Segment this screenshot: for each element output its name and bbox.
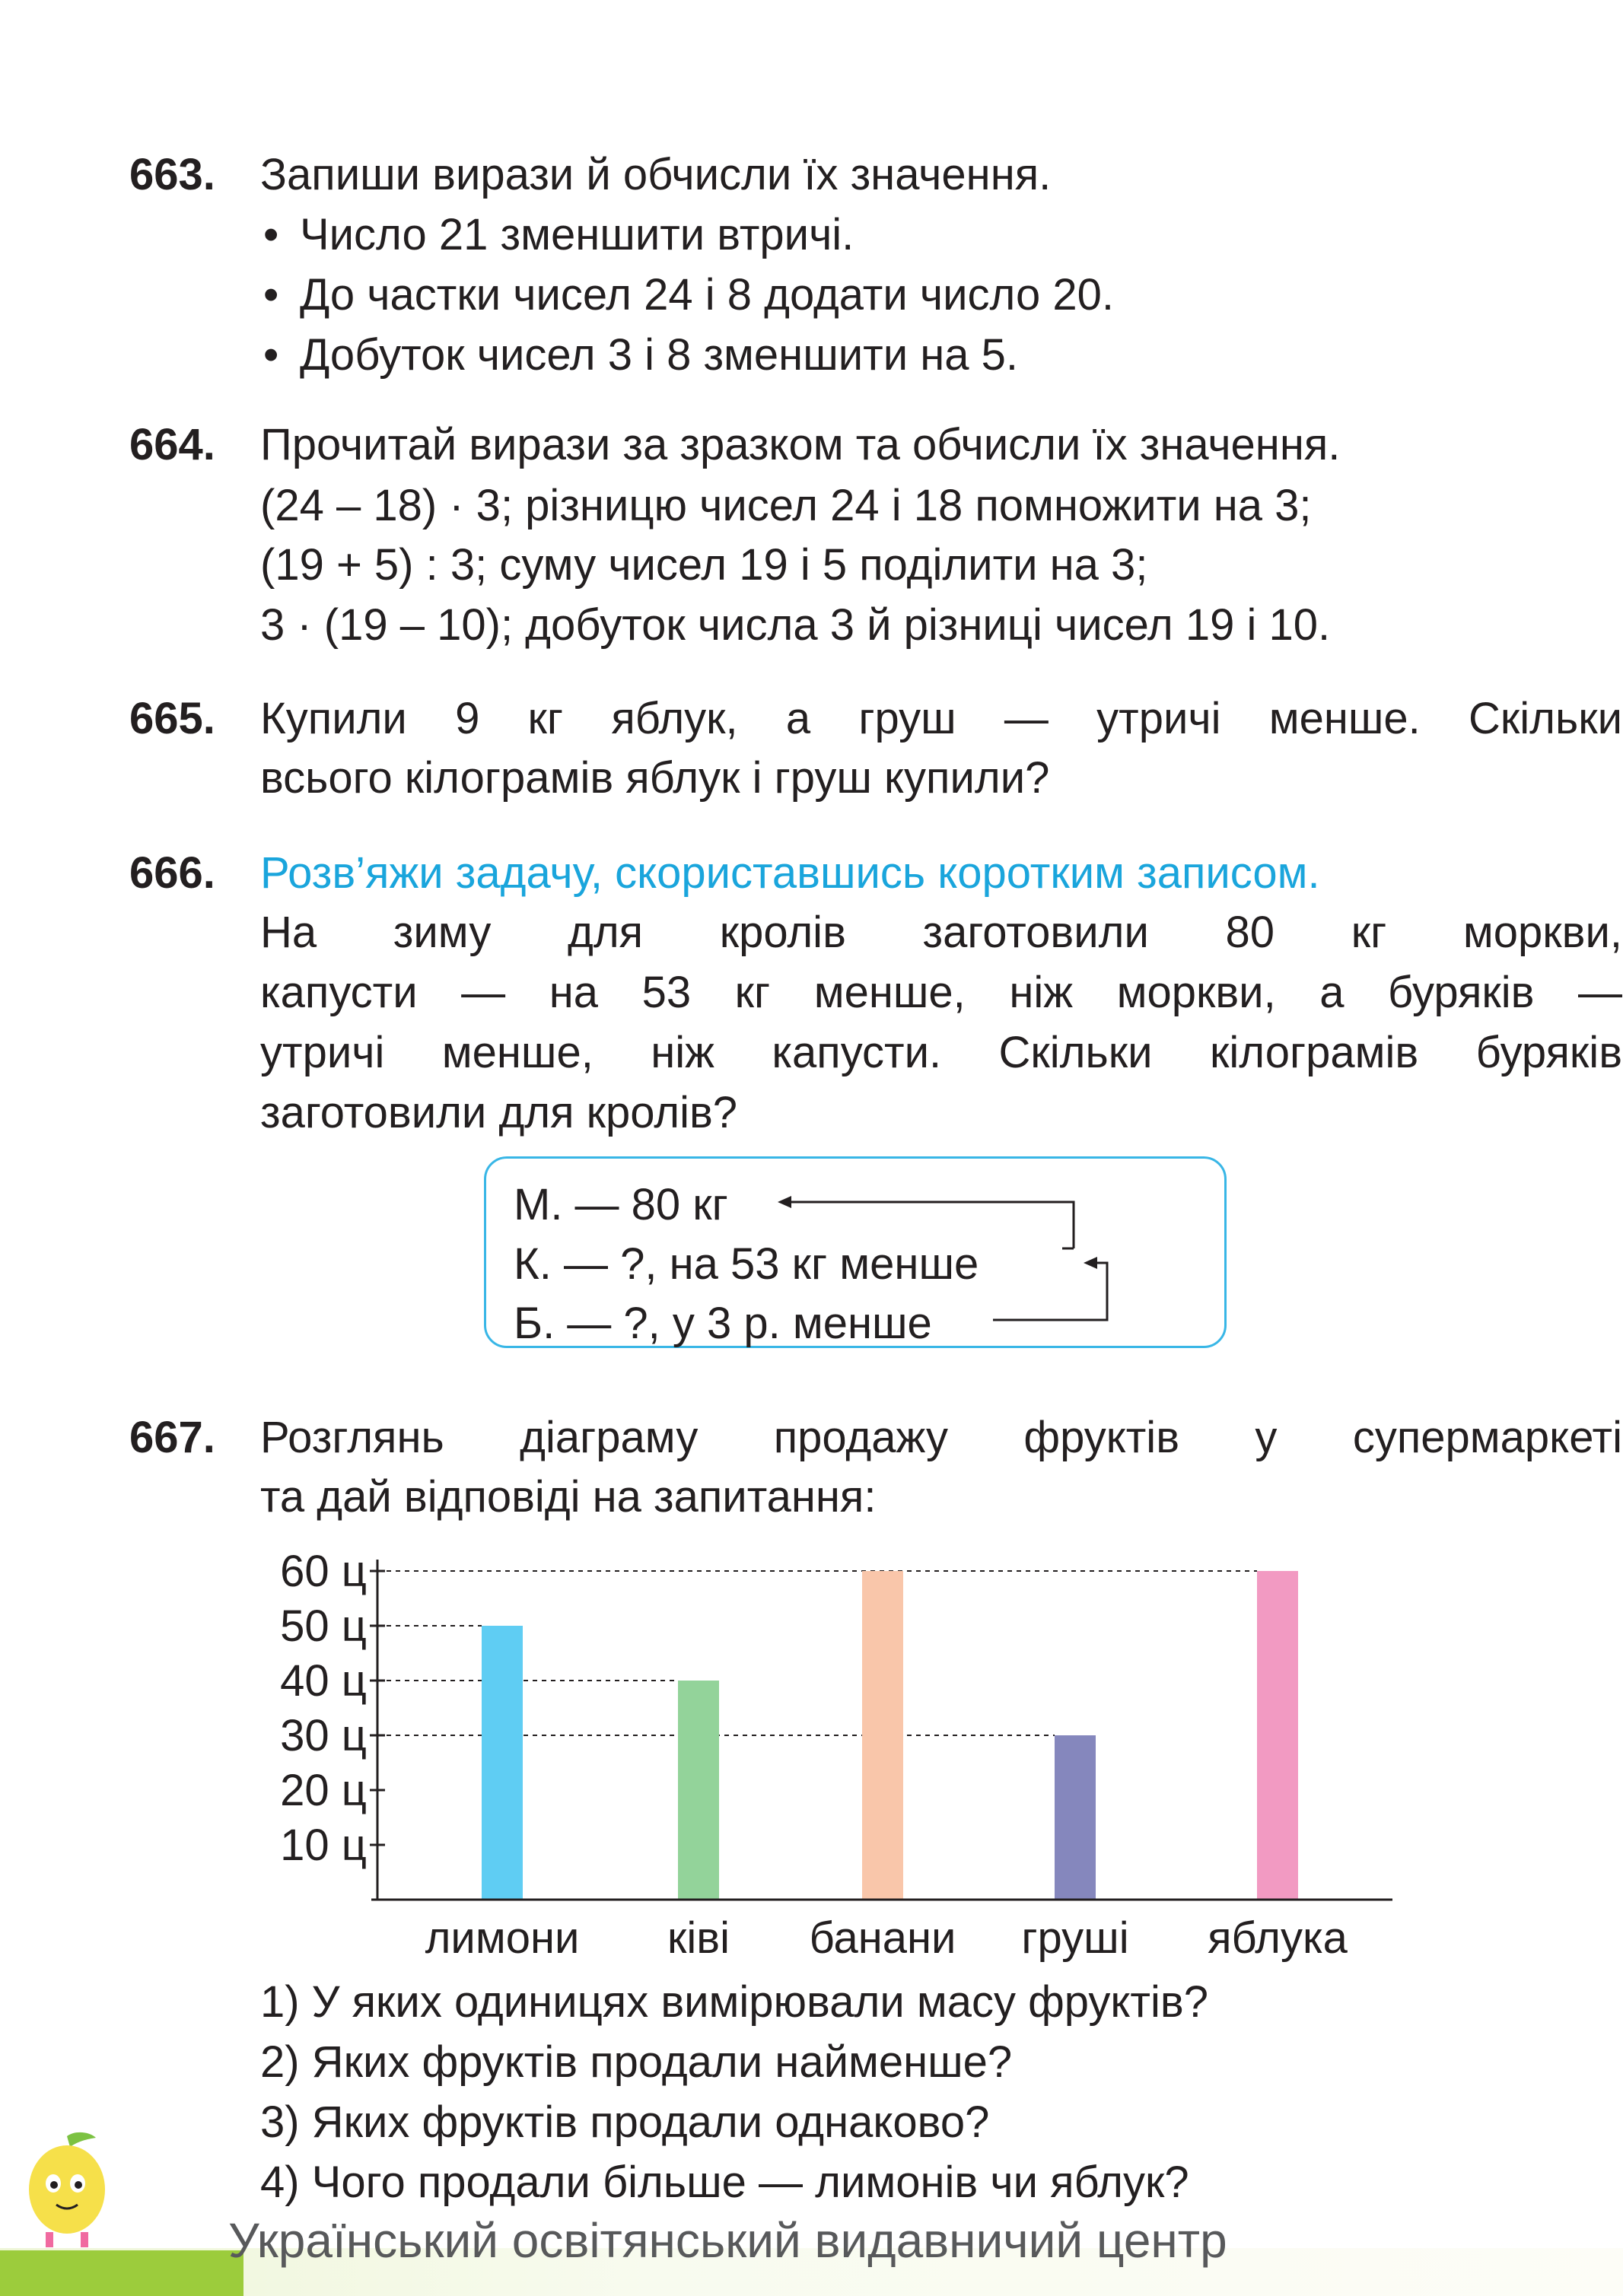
task-text: (24 – 18) · 3; різницю чисел 24 і 18 помножити на 3;	[260, 481, 1312, 530]
record-line-cabbage: К. — ?, на 53 кг менше	[514, 1239, 979, 1289]
bar-банани	[862, 1571, 903, 1900]
task-instruction: Розв’яжи задачу, скориставшись коротким записом.	[260, 848, 1320, 898]
bar-ківі	[678, 1681, 719, 1900]
chart-x-labels	[425, 1913, 1348, 1963]
y-tick-label: 30 ц	[280, 1711, 367, 1760]
x-category-label: банани	[809, 1913, 956, 1963]
bar-лимони	[482, 1626, 523, 1900]
task-number: 666.	[129, 848, 215, 898]
task-text: та дай відповіді на запитання:	[260, 1472, 877, 1522]
task-text: утричі менше, ніж капусти. Скільки кілограмів буряків	[260, 1028, 1622, 1077]
task-text: капусти — на 53 кг менше, ніж моркви, а буряків —	[260, 968, 1622, 1017]
bar-яблука	[1257, 1571, 1298, 1900]
chart-bars	[482, 1571, 1298, 1900]
bar-груші	[1055, 1735, 1096, 1900]
y-tick-label: 60 ц	[280, 1547, 367, 1596]
arrow-head	[778, 1196, 791, 1208]
fruit-sales-bar-chart	[251, 1529, 1408, 1963]
footer-green-strip	[0, 2250, 243, 2296]
task-text: Розглянь діаграму продажу фруктів у супермаркеті	[260, 1413, 1622, 1462]
x-category-label: яблука	[1208, 1913, 1348, 1963]
y-tick-label: 10 ц	[280, 1821, 367, 1870]
question-3: 3) Яких фруктів продали однаково?	[260, 2097, 990, 2147]
task-number: 667.	[129, 1413, 215, 1462]
bullet-item: • Число 21 зменшити втричі.	[260, 205, 854, 266]
y-tick-label: 20 ц	[280, 1766, 367, 1815]
y-tick-label: 40 ц	[280, 1656, 367, 1706]
record-line-carrots: М. — 80 кг	[514, 1180, 728, 1229]
task-text: Купили 9 кг яблук, а груш — утричі менше. Скільки	[260, 694, 1622, 743]
question-4: 4) Чого продали більше — лимонів чи яблук?	[260, 2158, 1189, 2207]
task-text: всього кілограмів яблук і груш купили?	[260, 753, 1050, 803]
task-text: Прочитай вирази за зразком та обчисли їх значення.	[260, 420, 1341, 469]
task-number: 665.	[129, 694, 215, 743]
x-category-label: ківі	[667, 1913, 730, 1963]
task-text: Запиши вирази й обчисли їх значення.	[260, 150, 1052, 199]
arrow-line	[993, 1263, 1107, 1320]
task-text: (19 + 5) : 3; суму чисел 19 і 5 поділити на 3;	[260, 540, 1148, 590]
lemon-mascot-icon	[14, 2130, 120, 2252]
short-record-box	[484, 1156, 1227, 1348]
record-line-beets: Б. — ?, у 3 р. менше	[514, 1299, 932, 1348]
y-tick-label: 50 ц	[280, 1601, 367, 1651]
question-2: 2) Яких фруктів продали найменше?	[260, 2037, 1013, 2087]
x-category-label: лимони	[425, 1913, 580, 1963]
task-number: 664.	[129, 420, 215, 469]
question-1: 1) У яких одиницях вимірювали масу фруктів?	[260, 1977, 1208, 2027]
arrow-head	[1084, 1257, 1097, 1269]
bullet-item: • До частки чисел 24 і 8 додати число 20.	[260, 265, 1114, 326]
task-number: 663.	[129, 150, 215, 199]
chart-y-ticks	[280, 1547, 385, 1870]
task-text: На зиму для кролів заготовили 80 кг моркви,	[260, 908, 1622, 957]
bullet-item: • Добуток чисел 3 і 8 зменшити на 5.	[260, 325, 1018, 386]
record-arrows	[484, 1156, 1227, 1348]
x-category-label: груші	[1021, 1913, 1129, 1963]
arrow-line	[782, 1202, 1074, 1248]
task-text: 3 · (19 – 10); добуток числа 3 й різниці чисел 19 і 10.	[260, 600, 1331, 650]
task-text: заготовили для кролів?	[260, 1088, 738, 1137]
publisher-name: Український освітянський видавничий центр	[228, 2213, 1227, 2268]
